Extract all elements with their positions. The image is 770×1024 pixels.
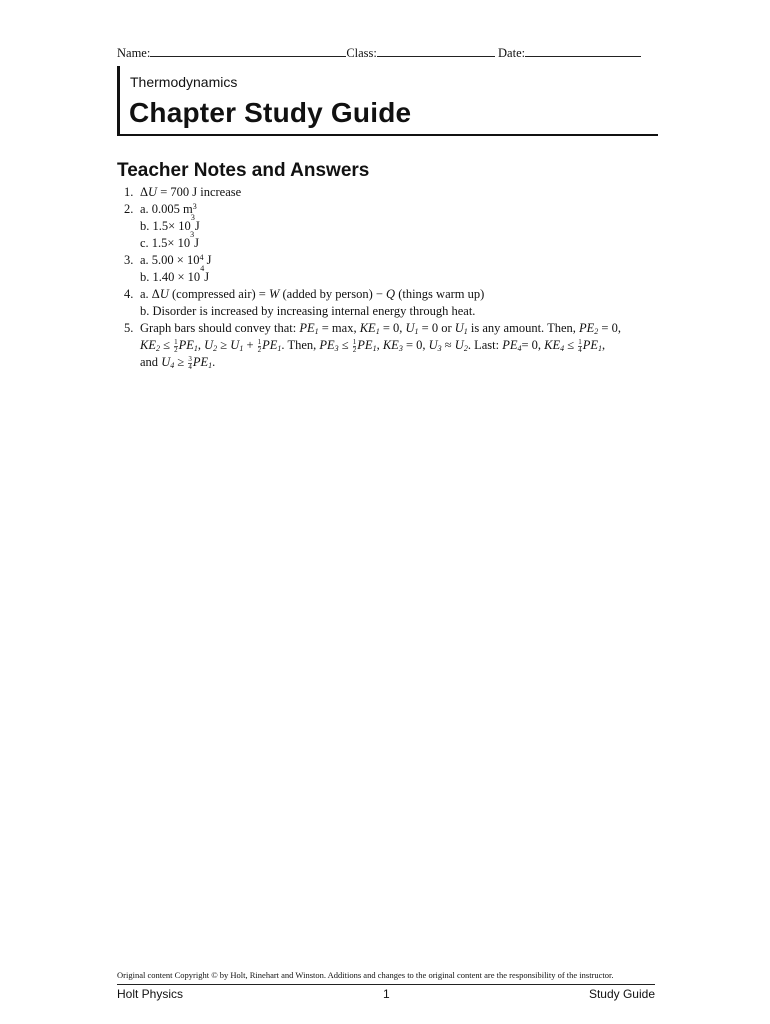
date-blank (525, 46, 641, 57)
answer-1 (124, 184, 654, 201)
math-text: . Then, (281, 338, 320, 352)
variable: U (148, 185, 158, 199)
answer-5 (124, 320, 654, 371)
var-u: $U_1$ (230, 338, 244, 353)
fraction-one-quarter: $\frac{1}{4}$ (578, 338, 582, 354)
math-text: , (376, 338, 383, 352)
answer-value: b. 1.40 × 10 (140, 270, 201, 284)
answer-text (140, 201, 197, 218)
answer-text-part: (compressed air) = (168, 287, 269, 301)
unit: J (203, 253, 212, 267)
exponent: 4 (200, 264, 205, 273)
answer-intro: Graph bars should convey that: (140, 321, 300, 335)
exponent: 3 (190, 230, 195, 239)
math-text: or (438, 321, 455, 335)
var-pe: $PE_2$ (579, 321, 599, 336)
math-text: is any amount. Then, (467, 321, 580, 335)
fraction-one-half: $\frac{1}{2}$ (174, 338, 178, 354)
math-text: = 0 (418, 321, 439, 335)
answer-text-part: (added by person) − (279, 287, 387, 301)
math-text: = 0, (598, 321, 621, 335)
answer-2c (124, 230, 654, 252)
answer-value: a. 0.005 m (140, 202, 193, 216)
answer-text (140, 320, 654, 371)
math-text: . (212, 355, 216, 369)
fraction-one-half: $\frac{1}{2}$ (352, 338, 357, 354)
variable: U (159, 287, 169, 301)
exponent: 3 (192, 202, 197, 211)
answer-number: 5. (124, 321, 134, 335)
date-label: Date: (498, 46, 526, 60)
var-u: $U_1$ (454, 321, 468, 336)
unit: J (194, 236, 199, 250)
var-pe: $PE_1$ (178, 338, 198, 353)
copyright-notice: Original content Copyright © by Holt, Rinehart and Winston. Additions and changes to the original content are the responsibility of the instructor. (117, 970, 614, 980)
variable: Q (386, 287, 396, 301)
answer-value: a. 5.00 × 10 (140, 253, 200, 267)
title-block (117, 66, 658, 136)
answer-text (140, 184, 241, 201)
answer-number: 2. (124, 202, 134, 216)
fraction-one-half: $\frac{1}{2}$ (257, 338, 262, 354)
subject-label: Thermodynamics (130, 74, 238, 90)
var-pe: $PE_1$ (192, 355, 213, 370)
unit: J (204, 270, 210, 284)
math-text: = 0, (521, 338, 545, 352)
math-text: ≤ (159, 338, 174, 352)
math-text: , (197, 338, 205, 352)
var-u: $U_2$ (454, 338, 468, 353)
page-number: 1 (383, 987, 390, 1001)
class-blank (377, 46, 495, 57)
unit: J (194, 219, 200, 233)
class-label: Class: (346, 46, 377, 60)
answers-list (124, 184, 654, 371)
answer-2a (124, 201, 654, 218)
answer-value: b. Disorder is increased by increasing internal energy through heat. (140, 304, 476, 318)
var-ke: $KE_1$ (359, 321, 380, 336)
name-label: Name: (117, 46, 151, 60)
page-title: Chapter Study Guide (129, 97, 412, 128)
answer-2b (124, 213, 654, 235)
var-pe: $PE_1$ (582, 338, 603, 353)
fraction-three-quarters: $\frac{3}{4}$ (188, 355, 192, 371)
math-text: = 0, (402, 338, 429, 352)
var-u: $U_2$ (204, 338, 218, 353)
page-footer (117, 984, 655, 1001)
variable: W (268, 287, 280, 301)
math-text: ≈ (441, 338, 455, 352)
var-ke: $KE_4$ (544, 338, 565, 353)
answer-value: c. 1.5× 10 (140, 236, 191, 250)
section-heading: Teacher Notes and Answers (117, 160, 370, 181)
answer-3b (124, 264, 654, 286)
answer-number: 3. (124, 253, 134, 267)
footer-guide-label: Study Guide (588, 987, 655, 1001)
math-text: , (602, 338, 606, 352)
math-text: = 0, (379, 321, 406, 335)
answer-4a (124, 286, 654, 303)
var-ke: $KE_3$ (382, 338, 403, 353)
name-blank (150, 46, 346, 57)
var-pe: $PE_1$ (357, 338, 377, 353)
math-text: ≥ (174, 355, 188, 369)
answer-number: 4. (124, 287, 134, 301)
answer-number: 1. (124, 185, 134, 199)
exponent: 3 (190, 213, 195, 222)
math-text: + (243, 338, 257, 352)
var-pe: $PE_1$ (299, 321, 319, 336)
var-pe: $PE_1$ (262, 338, 282, 353)
math-text: ≤ (338, 338, 352, 352)
footer-book-title: Holt Physics (117, 987, 184, 1001)
delta-symbol: Δ (140, 185, 149, 199)
math-text: and (140, 355, 162, 369)
exponent: 4 (199, 253, 204, 262)
answer-4b (124, 303, 654, 320)
answer-text (140, 286, 484, 303)
math-text: ≥ (217, 338, 231, 352)
var-u: $U_3$ (428, 338, 442, 353)
var-pe: $PE_4$ (502, 338, 522, 353)
var-u: $U_4$ (161, 355, 175, 370)
answer-value: b. 1.5× 10 (140, 219, 191, 233)
name-class-date-line (117, 46, 655, 61)
var-pe: $PE_3$ (319, 338, 339, 353)
var-ke: $KE_2$ (140, 338, 160, 353)
math-text: ≤ (564, 338, 578, 352)
answer-prefix: a. Δ (140, 287, 160, 301)
math-text: = max, (318, 321, 360, 335)
answer-value: = 700 J increase (157, 185, 242, 199)
var-u: $U_1$ (405, 321, 419, 336)
answer-text-part: (things warm up) (395, 287, 485, 301)
math-text: . Last: (467, 338, 503, 352)
